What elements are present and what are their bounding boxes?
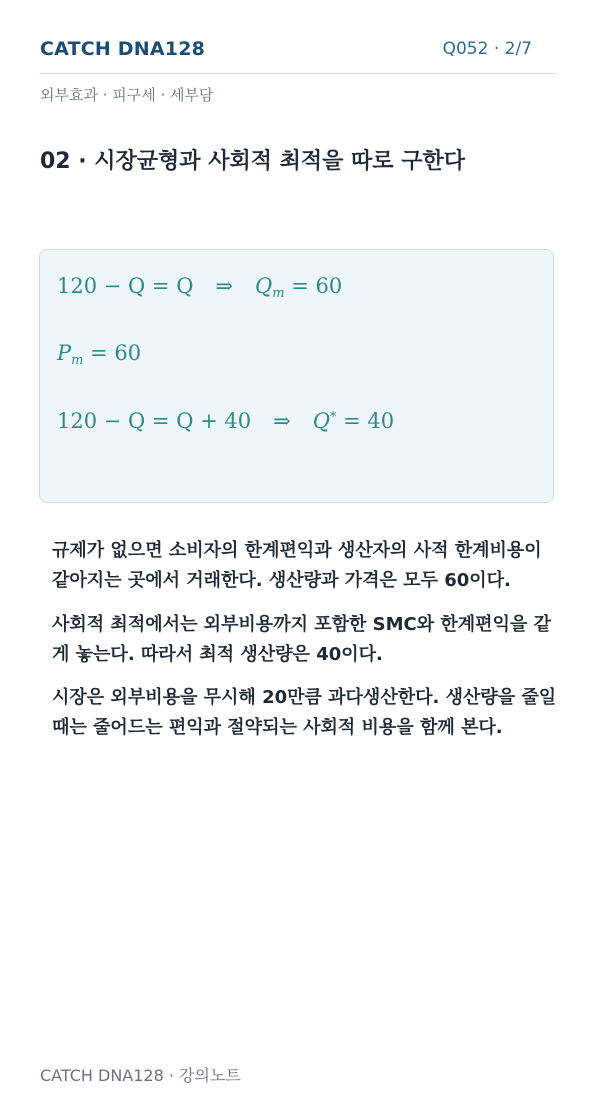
- equation-market-price: [57, 341, 141, 368]
- eq1-lhs: 120 − Q = Q: [57, 274, 194, 298]
- equation-box: [39, 249, 554, 503]
- eq2-sub: m: [71, 353, 84, 368]
- eq3-sup: *: [329, 410, 337, 425]
- breadcrumb: 외부효과 · 피구세 · 세부담: [40, 86, 214, 104]
- paragraph-social-optimum: 사회적 최적에서는 외부비용까지 포함한 SMC와 한계편익을 같게 놓는다. 따라서 최적 생산량은 40이다.: [52, 614, 551, 665]
- equation-social-optimum: [57, 409, 394, 433]
- implies-arrow: ⇒: [273, 409, 291, 433]
- eq3-var: Q: [312, 409, 330, 433]
- eq2-value: = 60: [83, 341, 142, 365]
- header-divider: [40, 73, 556, 74]
- brand-title: CATCH DNA128: [40, 38, 206, 60]
- eq3-lhs: 120 − Q = Q + 40: [57, 409, 252, 433]
- equation-market-equilibrium: [57, 274, 342, 301]
- question-counter: Q052 · 2/7: [442, 39, 532, 59]
- implies-arrow: ⇒: [215, 274, 234, 298]
- footer-note: CATCH DNA128 · 강의노트: [40, 1066, 241, 1085]
- eq1-sub: m: [272, 286, 285, 301]
- section-title: 02 · 시장균형과 사회적 최적을 따로 구한다: [40, 149, 465, 174]
- paragraph-market: 규제가 없으면 소비자의 한계편익과 생산자의 사적 한계비용이 같아지는 곳에서 거래한다. 생산량과 가격은 모두 60이다.: [52, 540, 542, 591]
- eq1-var: Q: [255, 274, 273, 298]
- eq1-value: = 60: [284, 274, 343, 298]
- eq3-value: = 40: [336, 409, 395, 433]
- eq2-var: P: [57, 341, 72, 365]
- paragraph-overproduction: 시장은 외부비용을 무시해 20만큼 과다생산한다. 생산량을 줄일 때는 줄어드는 편익과 절약되는 사회적 비용을 함께 본다.: [52, 687, 557, 738]
